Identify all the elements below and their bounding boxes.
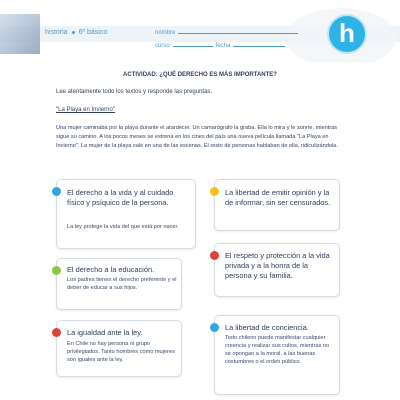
story-paragraph: Una mujer caminaba por la playa durante el atardecer. Un camarógrafo la graba. Ella lo mira y le sonríe, mientras sigue su camino. A los pocos meses se estrena en los cines del país una nueva película llamada "La Playa en Invierno". La mujer de la playa sale en una de las escenas. El resto de personas hablaban de ella, ridiculizándola. [56,125,338,149]
course-blank-line [173,41,213,47]
course-date-field [155,41,285,49]
name-blank-line [178,28,298,34]
decorative-image-strip [0,14,40,54]
right-card-privacy [214,243,340,297]
instruction-text: Lee atentamente todo los textos y responde las preguntas. [56,89,213,95]
right-card-life [56,179,196,249]
card-heading: El derecho a la educación. [67,265,155,274]
name-label: nombre [155,30,176,36]
card-marker-icon [52,328,61,337]
card-body: La ley protege la vida del que está por nacer. [67,224,179,230]
grade-label: 6º básico [78,29,108,36]
card-heading: La libertad de conciencia. [225,323,309,332]
card-body: En Chile no hay persona ni grupo privilegiados. Tanto hombres como mujeres son iguales ante la ley. [67,341,175,363]
card-heading: El derecho a la vida y al cuidado físico y psíquico de la persona. [67,188,174,207]
date-blank-line [233,41,285,47]
activity-title: ACTIVIDAD: ¿QUÉ DERECHO ES MÁS IMPORTANTE? [123,72,277,78]
name-field [155,28,298,36]
right-card-opinion [214,179,340,231]
card-marker-icon [52,266,61,275]
subject-label [45,29,107,36]
card-body: Todo chileno puede manifestar cualquier creencia y realizar sus cultos, mientras no se opongan a la moral, a las buenas costumbres o el orden público. [225,335,330,365]
card-marker-icon [210,251,219,260]
card-heading: El respeto y protección a la vida privada y a la honra de la persona y su familia. [225,251,330,280]
story-subtitle: "La Playa en Invierno" [56,107,115,113]
card-marker-icon [210,323,219,332]
course-label: curso [155,43,170,49]
card-heading: La igualdad ante la ley. [67,328,143,337]
subject-name: historia [45,29,68,36]
right-card-conscience [214,315,340,395]
brand-logo-icon: h [329,16,365,52]
card-marker-icon [210,187,219,196]
worksheet-header [0,0,400,62]
right-card-education [56,258,182,310]
right-card-equality [56,320,182,377]
card-marker-icon [52,187,61,196]
date-label: fecha [215,43,231,49]
card-heading: La libertad de emitir opinión y la de informar, sin ser censurados. [225,188,331,207]
card-body: Los padres tienen el derecho preferente y el deber de educar a sus hijos. [67,277,177,291]
separator-dot-icon [72,31,75,34]
